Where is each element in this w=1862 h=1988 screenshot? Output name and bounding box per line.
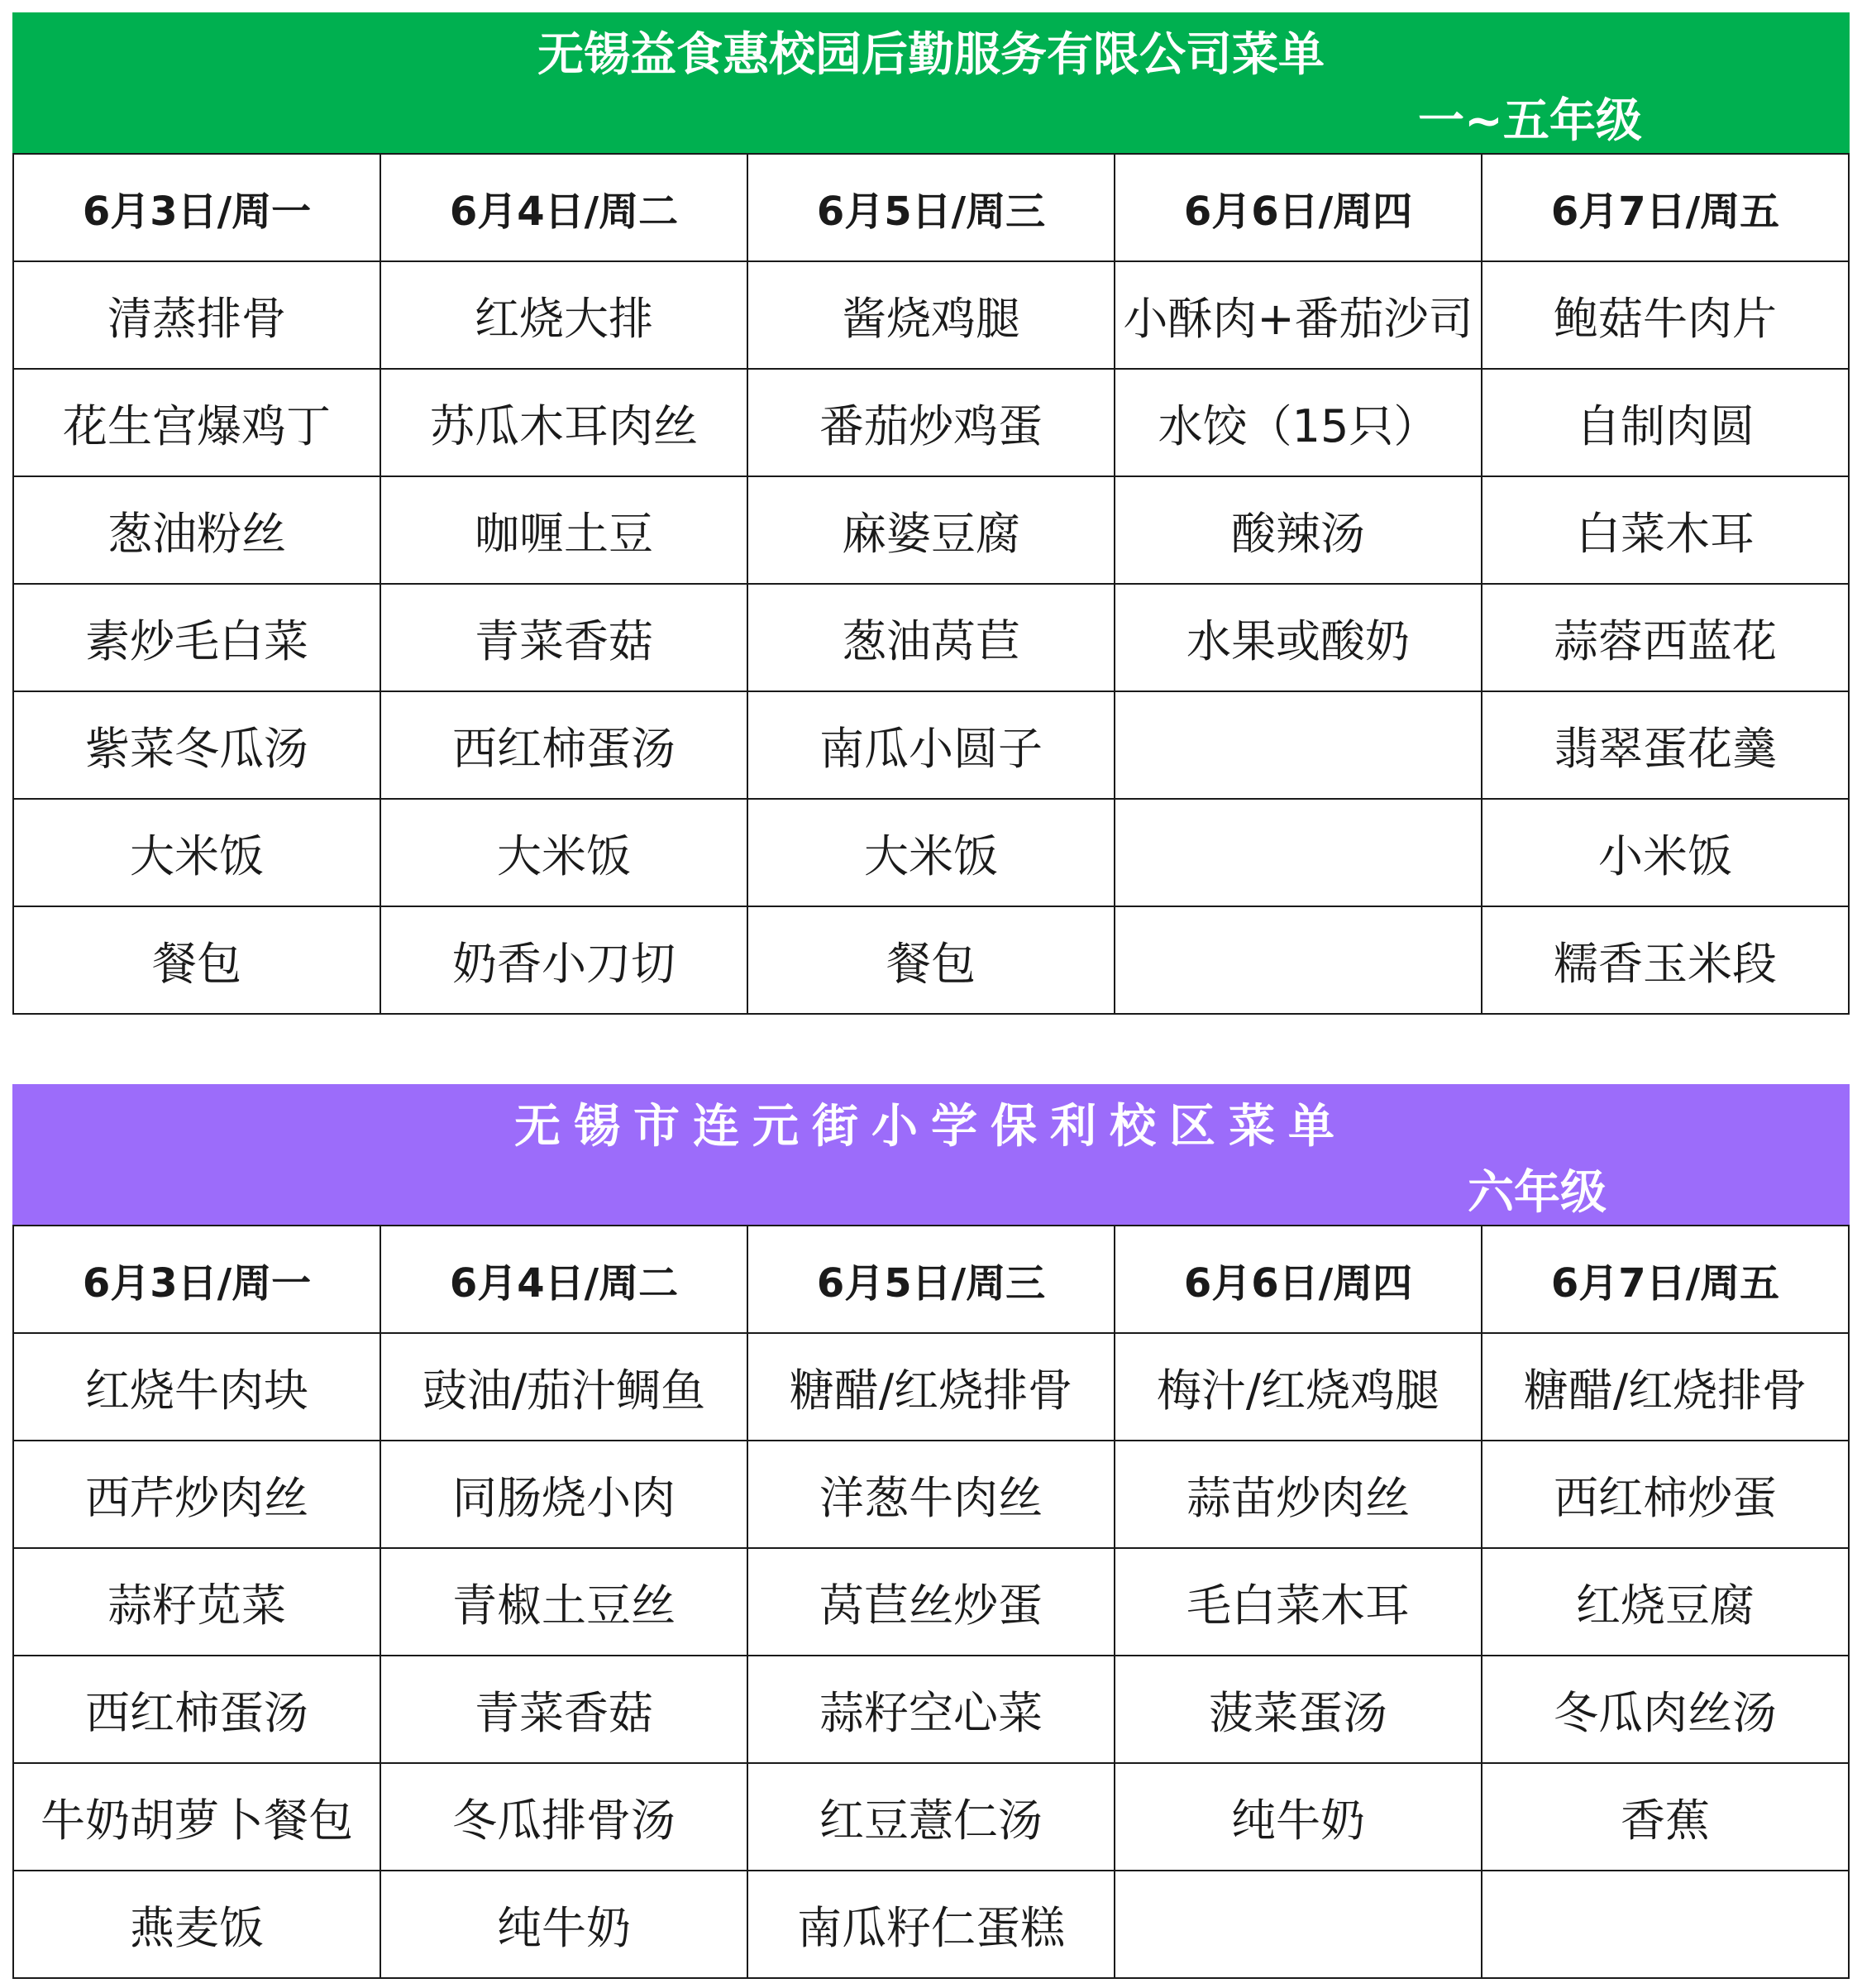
dish-cell: 红烧豆腐 [1482,1548,1849,1656]
table-row [13,1763,1849,1871]
dish-cell: 酸辣汤 [1115,476,1482,584]
grade-label: 一~五年级 [1418,94,1642,148]
dish-cell [1115,1871,1482,1978]
dish-cell: 餐包 [13,906,380,1014]
dish-cell: 西红柿蛋汤 [380,691,747,799]
grade-label: 六年级 [1468,1166,1607,1220]
dish-cell: 葱油莴苣 [747,584,1115,691]
dish-cell: 红烧牛肉块 [13,1333,380,1441]
table-row [13,1548,1849,1656]
dish-cell: 菠菜蛋汤 [1115,1656,1482,1763]
day-header: 6月5日/周三 [747,154,1115,261]
table-row [13,799,1849,906]
day-header: 6月3日/周一 [13,1226,380,1333]
dish-cell: 清蒸排骨 [13,261,380,369]
dish-cell: 水饺（15只） [1115,369,1482,476]
table-row [13,1441,1849,1548]
table-row [13,476,1849,584]
dish-cell: 同肠烧小肉 [380,1441,747,1548]
dish-cell: 香蕉 [1482,1763,1849,1871]
day-header: 6月7日/周五 [1482,1226,1849,1333]
dish-cell: 紫菜冬瓜汤 [13,691,380,799]
day-header-row [13,1226,1849,1333]
dish-cell: 梅汁/红烧鸡腿 [1115,1333,1482,1441]
dish-cell: 洋葱牛肉丝 [747,1441,1115,1548]
table-row [13,1871,1849,1978]
dish-cell: 花生宫爆鸡丁 [13,369,380,476]
menu-table-body [13,1333,1849,1978]
day-header: 6月4日/周二 [380,154,747,261]
dish-cell: 牛奶胡萝卜餐包 [13,1763,380,1871]
menu-title: 无锡益食惠校园后勤服务有限公司菜单 [537,28,1325,82]
dish-cell: 咖喱土豆 [380,476,747,584]
dish-cell: 红烧大排 [380,261,747,369]
dish-cell: 青菜香菇 [380,584,747,691]
dish-cell: 燕麦饭 [13,1871,380,1978]
dish-cell: 纯牛奶 [1115,1763,1482,1871]
day-header-row [13,154,1849,261]
day-header: 6月6日/周四 [1115,154,1482,261]
dish-cell [1115,799,1482,906]
day-header: 6月3日/周一 [13,154,380,261]
dish-cell: 素炒毛白菜 [13,584,380,691]
menu-table [12,153,1850,1015]
dish-cell: 小酥肉+番茄沙司 [1115,261,1482,369]
menu-grades-1-5 [12,12,1850,1015]
table-row [13,1656,1849,1763]
dish-cell: 豉油/茄汁鲷鱼 [380,1333,747,1441]
dish-cell: 蒜籽苋菜 [13,1548,380,1656]
day-header: 6月5日/周三 [747,1226,1115,1333]
dish-cell: 西红柿炒蛋 [1482,1441,1849,1548]
dish-cell: 餐包 [747,906,1115,1014]
dish-cell: 小米饭 [1482,799,1849,906]
dish-cell [1482,1871,1849,1978]
dish-cell: 糯香玉米段 [1482,906,1849,1014]
dish-cell: 纯牛奶 [380,1871,747,1978]
dish-cell: 大米饭 [13,799,380,906]
dish-cell: 鲍菇牛肉片 [1482,261,1849,369]
day-header: 6月7日/周五 [1482,154,1849,261]
dish-cell: 莴苣丝炒蛋 [747,1548,1115,1656]
dish-cell: 青椒土豆丝 [380,1548,747,1656]
menu-banner [12,1084,1850,1225]
dish-cell: 青菜香菇 [380,1656,747,1763]
dish-cell: 蒜籽空心菜 [747,1656,1115,1763]
dish-cell: 西芹炒肉丝 [13,1441,380,1548]
dish-cell: 翡翠蛋花羹 [1482,691,1849,799]
day-header: 6月4日/周二 [380,1226,747,1333]
table-row [13,584,1849,691]
dish-cell: 蒜苗炒肉丝 [1115,1441,1482,1548]
dish-cell: 番茄炒鸡蛋 [747,369,1115,476]
menu-grade-6 [12,1084,1850,1979]
dish-cell: 大米饭 [380,799,747,906]
dish-cell: 糖醋/红烧排骨 [1482,1333,1849,1441]
dish-cell: 葱油粉丝 [13,476,380,584]
dish-cell: 奶香小刀切 [380,906,747,1014]
dish-cell: 酱烧鸡腿 [747,261,1115,369]
dish-cell: 毛白菜木耳 [1115,1548,1482,1656]
dish-cell: 红豆薏仁汤 [747,1763,1115,1871]
day-header: 6月6日/周四 [1115,1226,1482,1333]
dish-cell: 蒜蓉西蓝花 [1482,584,1849,691]
dish-cell: 糖醋/红烧排骨 [747,1333,1115,1441]
dish-cell: 苏瓜木耳肉丝 [380,369,747,476]
dish-cell: 冬瓜肉丝汤 [1482,1656,1849,1763]
menu-table [12,1225,1850,1979]
dish-cell [1115,906,1482,1014]
dish-cell: 麻婆豆腐 [747,476,1115,584]
dish-cell: 自制肉圆 [1482,369,1849,476]
table-row [13,906,1849,1014]
menu-table-body [13,261,1849,1014]
dish-cell: 白菜木耳 [1482,476,1849,584]
menu-title: 无锡市连元街小学保利校区菜单 [514,1100,1348,1154]
table-row [13,369,1849,476]
dish-cell: 水果或酸奶 [1115,584,1482,691]
table-row [13,1333,1849,1441]
dish-cell: 南瓜籽仁蛋糕 [747,1871,1115,1978]
menu-banner [12,12,1850,153]
dish-cell [1115,691,1482,799]
table-row [13,691,1849,799]
dish-cell: 西红柿蛋汤 [13,1656,380,1763]
dish-cell: 冬瓜排骨汤 [380,1763,747,1871]
dish-cell: 南瓜小圆子 [747,691,1115,799]
dish-cell: 大米饭 [747,799,1115,906]
table-row [13,261,1849,369]
